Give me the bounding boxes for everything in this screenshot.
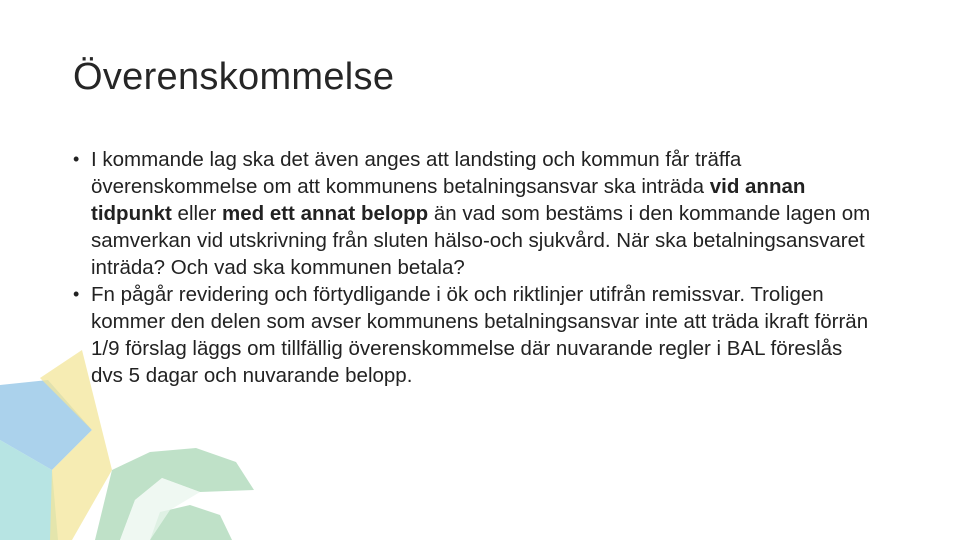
bullet-segment: än vad som bestäms i den kommande lagen om samverkan vid utskrivning från sluten hälso-och sjukvård. När ska betalningsansvaret inträda? Och vad ska kommunen betala? (91, 202, 871, 279)
bullet-text (91, 283, 868, 387)
bullet-text (91, 148, 870, 279)
bullet-marker: • (73, 284, 80, 304)
bullet-marker: • (73, 149, 80, 169)
slide-title: Överenskommelse (73, 56, 395, 98)
bullet-segment-bold: vid annan tidpunkt (91, 175, 806, 225)
bullet-segment: eller (171, 202, 222, 225)
bullet-item (73, 281, 873, 389)
bullet-segment: Fn pågår revidering och förtydligande i ök och riktlinjer utifrån remissvar. Troligen kommer den delen som avser kommunens betalningsansvar inte att träda ikraft förrän 1/9 förslag läggs om tillfällig överenskommelse där nuvarande regler i BAL föreslås dvs 5 dagar och nuvarande belopp. (91, 283, 869, 387)
bullet-segment: I kommande lag ska det även anges att landsting och kommun får träffa överenskommelse om att kommunens betalningsansvar ska inträda (91, 148, 742, 198)
bullet-list (73, 146, 873, 389)
bullet-segment-bold: med ett annat belopp (221, 202, 429, 225)
bullet-item (73, 146, 873, 281)
